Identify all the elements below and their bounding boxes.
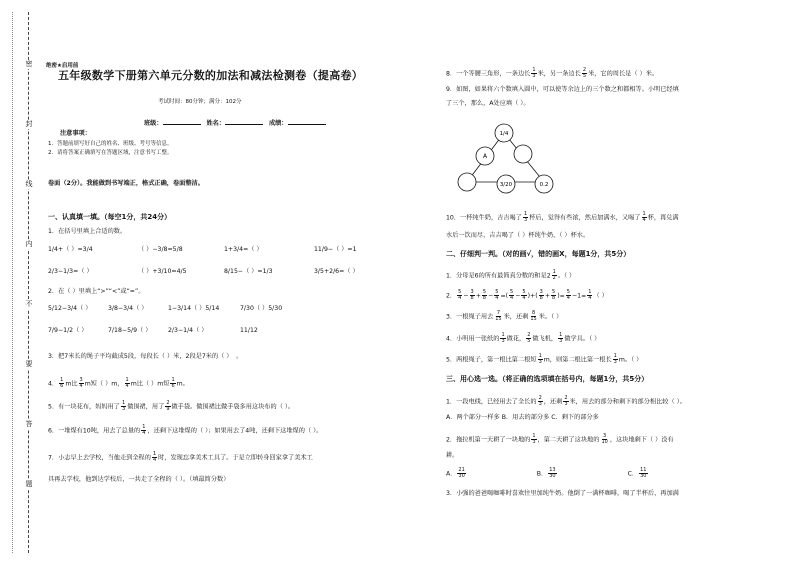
choice-3: 3．小强的爸爸喝咖啡时喜欢往里加纯牛奶。他倒了一满杯咖啡，喝了半杯后，再加满 (446, 490, 679, 497)
judge-1-paren: 。（ ） (557, 272, 576, 280)
choice-1-text-b: ，还剩 (543, 398, 563, 406)
q4-num: 4． (48, 380, 59, 388)
judge-2: 2． $\frac{5}{4}$ − $\frac{3}{8}$ + $\frac{5}{8}$ − $\frac{5}{4}$ =( $\frac{5}{4}$ − $\frac{5}{4}$ )+( $\frac{3}{8}$ + $\frac{5}{8}$ )= $\frac{5}{4}$ −1= $\frac{1}{4}$ （ ） (446, 289, 608, 301)
q6-text: 6．一堆煤有10吨，用去了总量的 (48, 427, 141, 435)
binding-margin (0, 0, 40, 561)
q1-item: （ ）−3/8=5/8 (138, 246, 183, 253)
q2-item: 7/30（ ）5/30 (240, 305, 283, 312)
judge-4-text-c: 做飞机， (532, 335, 558, 343)
q2-item: 1−3/14（ ）5/14 (168, 305, 220, 312)
choice-2-options: A． $\frac{21}{30}$ B． $\frac{13}{30}$ C． $\frac{11}{30}$ (446, 467, 647, 479)
outer-dotted-line (12, 12, 13, 553)
choice-2-text: 2．拖拉机第一天耕了一块地的 (446, 436, 531, 444)
exam-info: 考试时间：80分钟；满分：102分 (158, 99, 242, 105)
judge-3: 3．一根绳子用去 $\frac{7}{15}$ 米，还剩 $\frac{8}{15}$ 米。（ ） (446, 310, 563, 322)
circle-bottom-mid-label: 3/20 (499, 182, 513, 188)
student-info-row (144, 118, 326, 128)
page-title: 五年级数学下册第六单元分数的加法和减法检测卷（提高卷） (58, 69, 364, 82)
score-field[interactable] (288, 118, 326, 125)
neatness-note: 卷面（2分）。我能做到书写端正，格式正确，卷面整洁。 (48, 180, 204, 187)
score-label: 成绩： (268, 120, 288, 127)
note-1: 1．答题前填写好自己的姓名、班级、考号等信息。 (48, 141, 173, 147)
q1-item: 2/3−1/3=（ ） (48, 268, 93, 275)
judge-2-paren: （ ） (593, 292, 608, 300)
q7-text-c: 具再去学校，他到达学校后，一共走了全程的 (48, 476, 172, 483)
q6: 6．一堆煤有10吨，用去了总量的 $\frac{1}{4}$ ，还剩下这堆煤的（ ）；如果用去了4吨，还剩下这堆煤的（ ）。 (48, 424, 323, 436)
circle-right-mid (514, 145, 532, 163)
seal-char: 题 (25, 480, 33, 488)
notes-title: 注意事项： (60, 130, 91, 137)
q2-item: 3/8−3/4（ ） (108, 305, 148, 312)
choice-1: 1．一段电线，已经用去了全长的 $\frac{2}{3}$ ，还剩 $\frac{2}{3}$ 米，用去的部分和剩下的部分相比较（ ）。 (446, 395, 686, 407)
circle-top-label: 1/4 (499, 131, 509, 137)
choice-1-text: 1．一段电线，已经用去了全长的 (446, 398, 537, 406)
class-label: 班级： (144, 120, 163, 127)
circle-bottom-right-label: 0.2 (539, 182, 549, 188)
q9: 9．如图，如果将六个数填入圆中，可以使等余边上的三个数之和都相等。小明已经填 (446, 86, 679, 93)
q1-item: 8/15−（ ）=1/3 (224, 268, 273, 275)
judge-5-text-c: m。（ ） (618, 356, 643, 364)
seal-char: 内 (25, 240, 33, 248)
seal-char: 不 (25, 300, 33, 308)
q6-text-c: ；如果用去了4吨，还剩下这堆煤的 (208, 427, 305, 435)
option-c: C． (627, 470, 639, 478)
seal-char: 要 (25, 360, 33, 368)
q1-prompt: 1．在括号里填上合适的数。 (48, 228, 127, 235)
choice-2-text-c: ，这块地剩下（ ）没有 (609, 436, 674, 444)
judge-2-num: 2． (446, 292, 457, 300)
option-a: A． (446, 470, 457, 478)
name-field[interactable] (225, 118, 263, 125)
q7-text-b: 时，发现忘拿美术工具了。于是立即转身回家拿了美术工 (158, 454, 313, 462)
q8: 8．一个等腰三角形，一条边长 $\frac{1}{3}$ 米，另一条边长 $\frac{2}{5}$ 米，它的周长是（ ）米。 (446, 67, 659, 79)
q7-text-d: 。（填最简分数） (183, 476, 230, 483)
q7-text: 7．小志早上去学校，当他走到全程的 (48, 454, 151, 462)
q1-item: 1+3/4=（ ） (224, 246, 263, 253)
seal-char: 密 (25, 60, 33, 68)
q1-item: 3/5+2/6=（ ） (314, 268, 359, 275)
judge-3-text-c: 米。（ ） (538, 313, 563, 321)
judge-1: 1．分母是6的所有最简真分数的和是2 $\frac{1}{2}$ 。（ ） (446, 269, 576, 281)
q1-item: （ ）+3/10=4/5 (138, 268, 187, 275)
seal-char: 答 (25, 420, 33, 428)
q7: 7．小志早上去学校，当他走到全程的 $\frac{1}{4}$ 时，发现忘拿美术工具了。于是立即转身回家拿了美术工 (48, 451, 313, 463)
q2-item: 7/9−1/2（ ） (48, 327, 88, 334)
name-label: 姓名： (206, 120, 226, 127)
judge-5-text: 5．两根绳子，第一根比第二根短 (446, 356, 537, 364)
circle-bottom-left (458, 173, 476, 191)
secret-label: 绝密★启用前 (46, 63, 79, 69)
judge-1-text: 1．分母是6的所有最简真分数的和是 (446, 272, 547, 280)
circle-triangle-diagram (452, 118, 562, 200)
q1-item: 11/9−（ ）=1 (314, 246, 357, 253)
judge-4-text-b: 做花， (506, 335, 526, 343)
q5-text-b: 做围裙，用了 (127, 403, 165, 411)
q2-item: 5/12−3/4（ ） (48, 305, 92, 312)
judge-4: 4．小明用一张纸的 $\frac{1}{3}$ 做花， $\frac{2}{5}$ 做飞机， $\frac{1}{3}$ 做学具。（ ） (446, 332, 601, 344)
q3-text: 3．把7米长的绳子平均截成5段，每段长（ ）米，2段是7米的 (48, 353, 219, 360)
q3: 3．把7米长的绳子平均截成5段，每段长（ ）米，2段是7米的（ ） 。 (48, 353, 243, 360)
q9-cont: 了三个，那么，A处应填（ ）。 (446, 100, 530, 107)
q2-item: 7/18−5/9（ ） (108, 327, 152, 334)
q2-item: 11/12 (240, 327, 258, 334)
section2-title: 二、仔细判一判。（对的画√，错的画X，每题1分，共5分） (446, 250, 631, 258)
judge-5: 5．两根绳子，第一根比第二根短 $\frac{1}{3}$ m，则第二根比第一根长 $\frac{1}{3}$ m。（ ） (446, 353, 643, 365)
judge-3-text: 3．一根绳子用去 (446, 313, 494, 321)
seal-dashed-line (28, 12, 29, 553)
judge-3-text-b: 米，还剩 (503, 313, 529, 321)
q4: 4． $\frac{1}{6}$ m比 $\frac{3}{4}$ m短（ ）m， $\frac{1}{4}$ m比（ ）m短 $\frac{1}{6}$ m。 (48, 377, 189, 389)
q10: 10．一杯纯牛奶，吉吉喝了 $\frac{1}{3}$ 杯后，觉得有些浓，然后加满水，又喝了 $\frac{1}{4}$ 杯，再兑满 (446, 211, 679, 223)
q5: 5．有一块花布，妈妈用了 $\frac{1}{3}$ 做围裙，用了 $\frac{2}{9}$ 做手袋。做围裙比做手袋多用这块布的（ ）。 (48, 400, 295, 412)
judge-4-text: 4．小明用一张纸的 (446, 335, 500, 343)
option-b: B． (536, 470, 548, 478)
q1-item: 1/4+（ ）=3/4 (48, 246, 93, 253)
class-field[interactable] (163, 118, 201, 125)
choice-1-text-c: 米，用去的部分和剩下的部分相比较（ ）。 (569, 398, 686, 406)
judge-5-text-b: m，则第二根比第一根长 (543, 356, 612, 364)
seal-char: 线 (25, 180, 33, 188)
section1-title: 一、认真填一填。（每空1分，共24分） (48, 213, 172, 221)
note-2: 2．请将答案正确填写在答题区域，注意书写工整。 (48, 150, 173, 156)
choice-1-options: A．两个部分一样多 B．用去的部分多 C．剩下的部分多 (446, 414, 599, 421)
choice-2-cont: 耕。 (446, 452, 459, 459)
q7-cont: 具再去学校，他到达学校后，一共走了全程的（ ）。（填最简分数） (48, 476, 230, 483)
q6-text-b: ，还剩下这堆煤的 (147, 427, 197, 435)
q10-text: 10．一杯纯牛奶，吉吉喝了 (446, 214, 522, 222)
q5-text-c: 做手袋。做围裙比做手袋多用这块布的 (171, 403, 277, 411)
q8-text: 8．一个等腰三角形，一条边长 (446, 70, 531, 78)
section3-title: 三、用心选一选。（将正确的选项填在括号内，每题1分，共5分） (446, 375, 649, 383)
q2-prompt: 2．在（ ）里填上“>”“<”或“=”。 (48, 288, 145, 295)
q8-text-b: 米，另一条边长 (537, 70, 581, 78)
q2-item: 2/3−1/4（ ） (168, 327, 208, 334)
seal-char: 封 (25, 120, 33, 128)
choice-2: 2．拖拉机第一天耕了一块地的 $\frac{1}{3}$ ，第二天耕了这块地的 $\frac{3}{10}$ ，这块地剩下（ ）没有 (446, 433, 674, 445)
q10-text-c: 杯，再兑满 (647, 214, 679, 222)
choice-2-text-b: ，第二天耕了这块地的 (537, 436, 600, 444)
q8-text-c: 米，它的周长是（ ）米。 (588, 70, 659, 78)
q10-cont: 水后一饮而尽，吉吉喝了（ ）杯纯牛奶，（ ）杯水。 (446, 232, 590, 239)
q5-text: 5．有一块花布，妈妈用了 (48, 403, 120, 411)
circle-a-label: A (482, 153, 488, 160)
judge-4-text-d: 做学具。（ ） (564, 335, 601, 343)
q10-text-b: 杯后，觉得有些浓，然后加满水，又喝了 (529, 214, 641, 222)
